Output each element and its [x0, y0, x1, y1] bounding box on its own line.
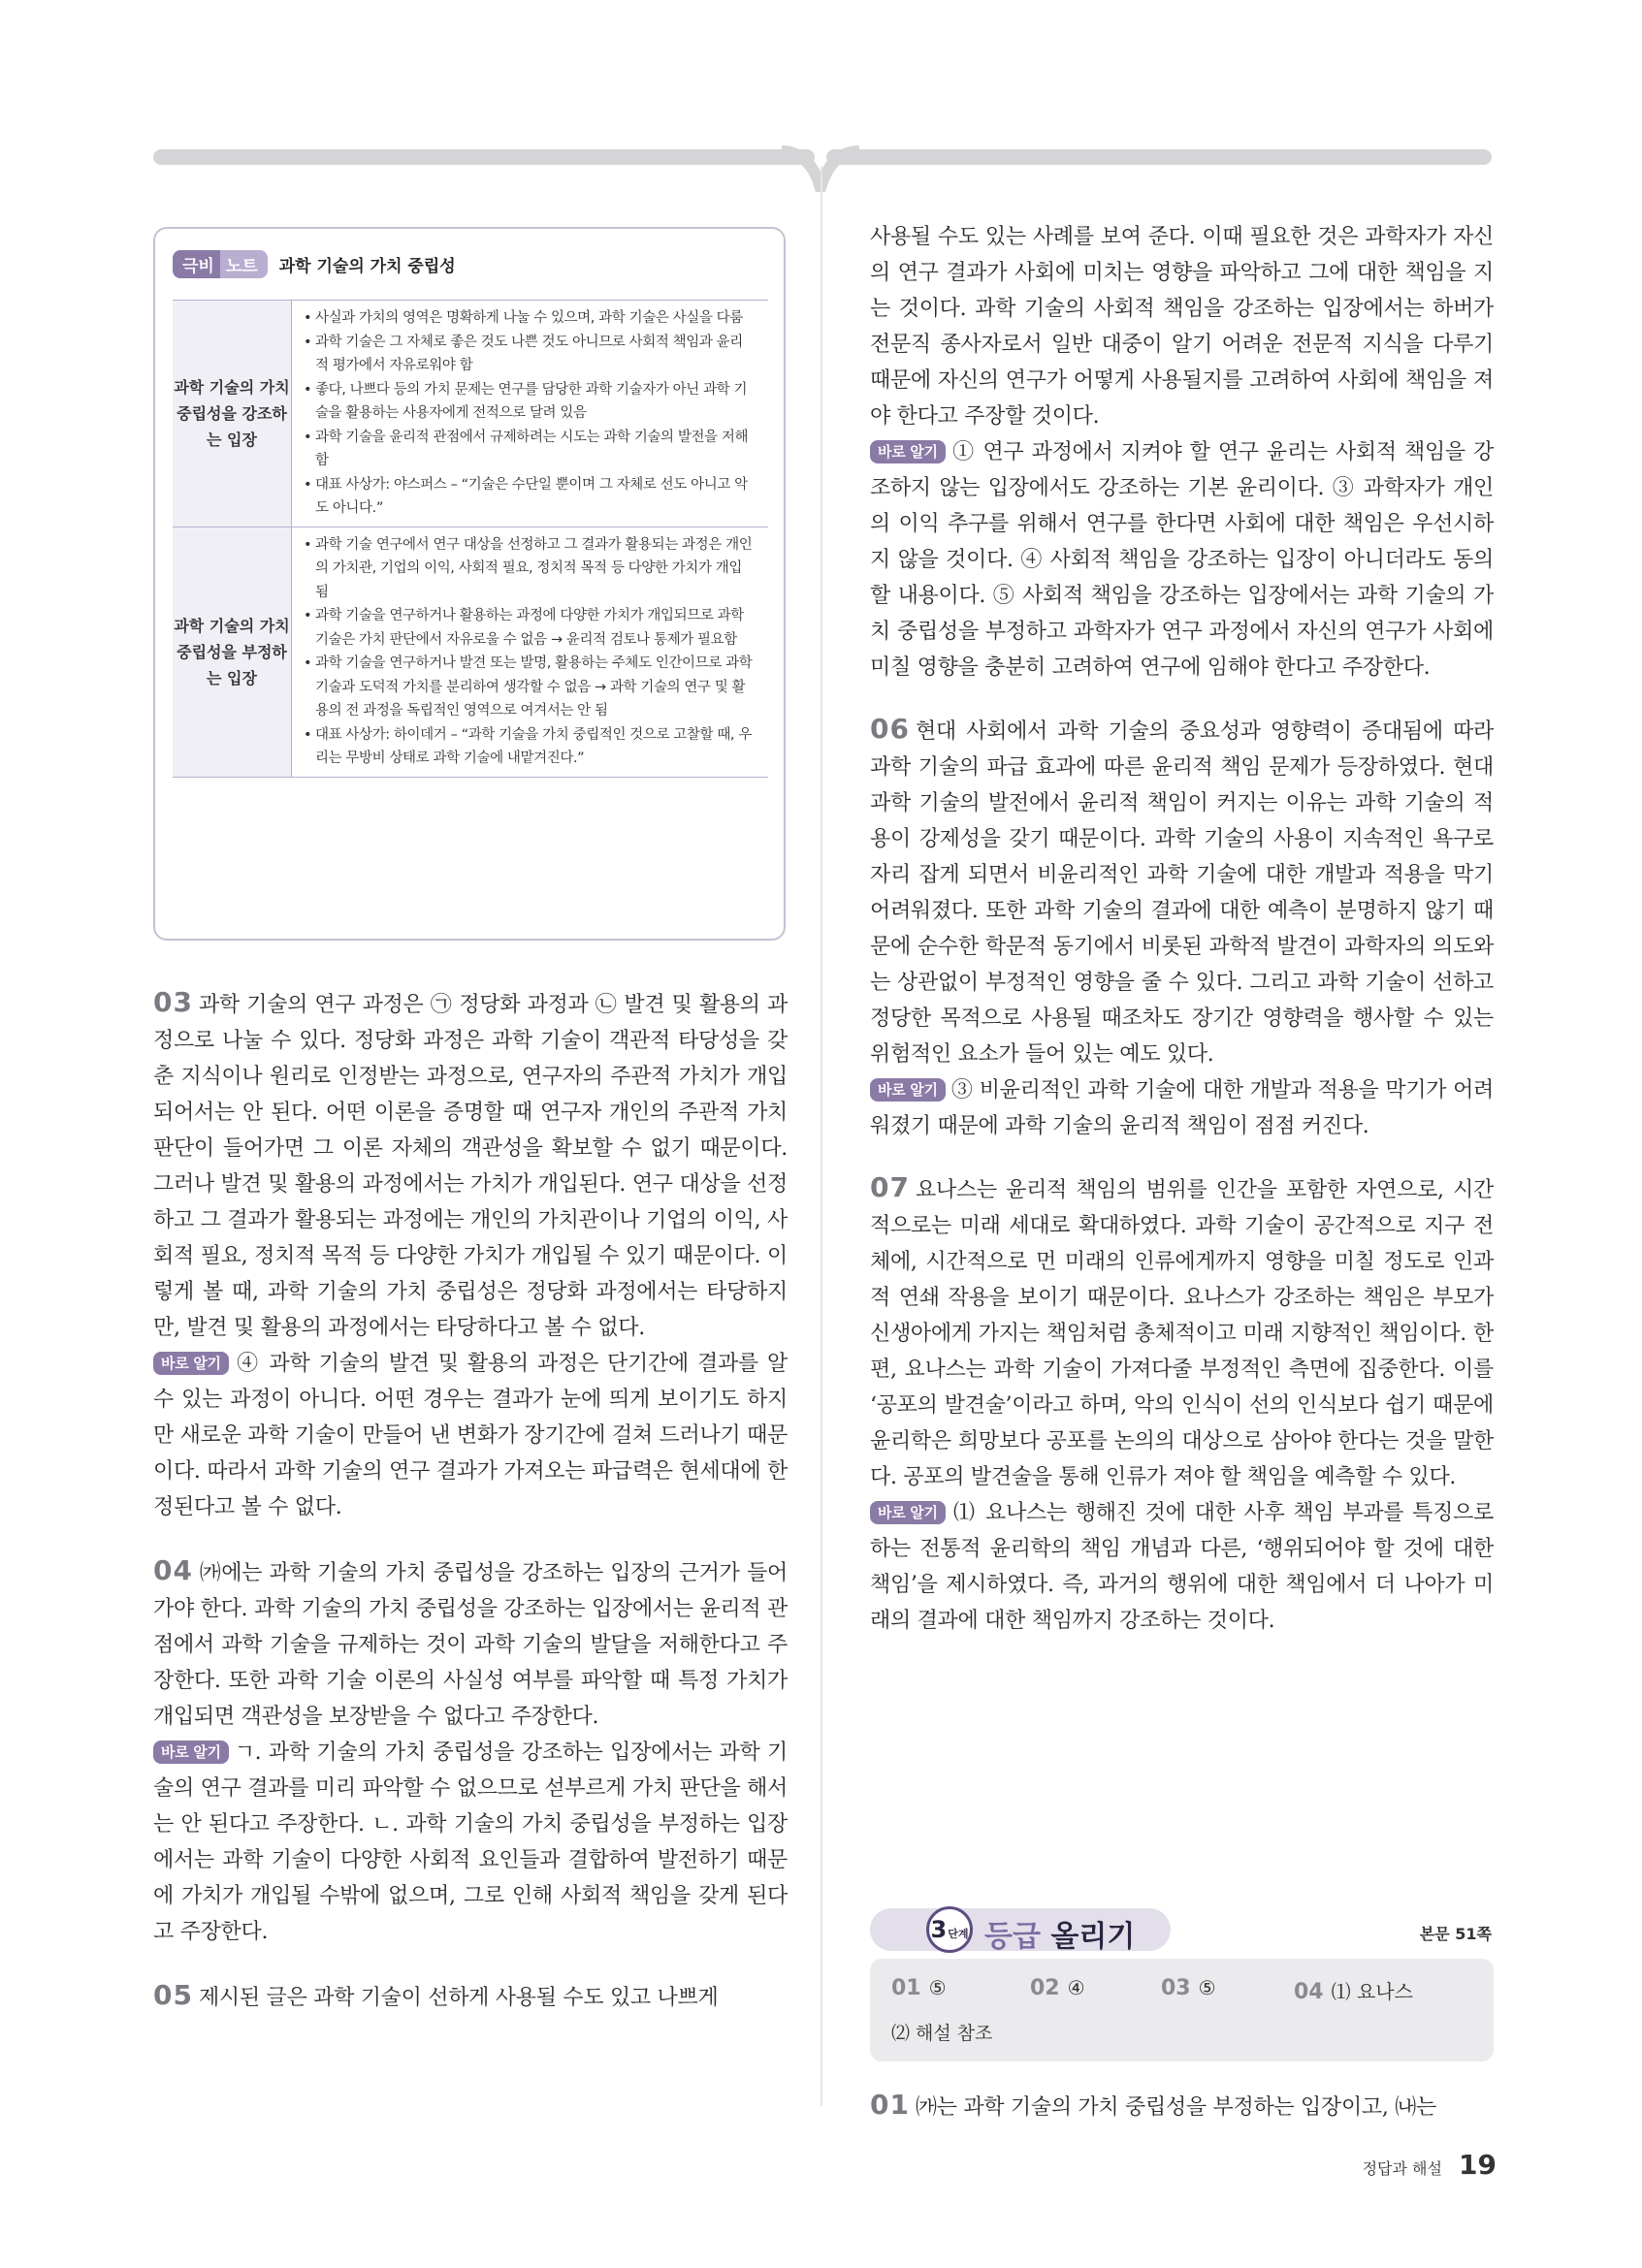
q07-text: 07 요나스는 윤리적 책임의 범위를 인간을 포함한 자연으로, 시간적으로는 미래 세대로 확대하였다. 과학 기술이 공간적으로 지구 전체에, 시간적으로 먼 미래의 인류에게까지 영향을 미칠 정도로 인과적 연쇄 작용을 보이기 때문이다. 요나스가 강조하는 책임은 부모가 신생아에게 가지는 책임처럼 총체적이고 미래 지향적인 책임이다. 한편, 요나스는 과학 기술이 가져다줄 부정적인 측면에 집중한다. 이를 ‘공포의 발견술’이라고 하며, 악의 인식이 선의 인식보다 쉽기 때문에 윤리학은 희망보다 공포를 논의의 대상으로 삼아야 한다는 것을 말한다. 공포의 발견술을 통해 인류가 져야 할 책임을 예측할 수 있다. — [870, 1171, 1494, 1489]
question-number: 04 — [153, 1554, 193, 1586]
answer-item: 03 ⑤ — [1161, 1976, 1216, 2000]
step-unit: 단계 — [948, 1928, 969, 1940]
step-title: 등급 올리기 — [984, 1920, 1136, 1954]
page-number: 19 — [1459, 2149, 1497, 2181]
note-item: • 과학 기술을 연구하거나 발견 또는 발명, 활용하는 주체도 인간이므로 과학 기술과 도덕적 가치를 분리하여 생각할 수 없음 → 과학 기술의 연구 및 활용의 전 과정을 독립적인 영역으로 여겨서는 안 됨 — [304, 652, 755, 723]
note-tag — [173, 250, 268, 278]
q04-text: 04 ㈎에는 과학 기술의 가치 중립성을 강조하는 입장의 근거가 들어가야 한다. 과학 기술의 가치 중립성을 강조하는 입장에서는 윤리적 관점에서 과학 기술을 규제하는 것이 과학 기술의 발달을 저해한다고 주장한다. 또한 과학 기술 이론의 사실성 여부를 파악할 때 특정 가치가 개입되면 객관성을 보장받을 수 없다고 주장한다. — [153, 1554, 788, 1729]
note-row-content — [292, 301, 769, 527]
note-row-header: 과학 기술의 가치 중립성을 부정하는 입장 — [173, 527, 292, 777]
explain-badge: 바로 알기 — [870, 440, 946, 463]
question-number: 07 — [870, 1171, 910, 1203]
note-row-content — [292, 527, 769, 777]
page-footer — [1363, 2149, 1497, 2181]
header-bar-left — [153, 149, 815, 165]
q01-text: 01 ㈎는 과학 기술의 가치 중립성을 부정하는 입장이고, ㈏는 — [870, 2089, 1436, 2121]
answer-box — [870, 1959, 1494, 2061]
step-header — [870, 1908, 1494, 1955]
q03-explain: 바로 알기 ④ 과학 기술의 발견 및 활용의 과정은 단기간에 결과를 알 수 있는 과정이 아니다. 어떤 경우는 결과가 눈에 띄게 보이기도 하지만 새로운 과학 기술이 만들어 낸 변화가 장기간에 걸쳐 드러나기 때문이다. 따라서 과학 기술의 연구 결과가 가져오는 파급력은 현세대에 한정된다고 볼 수 없다. — [153, 1352, 788, 1519]
note-row — [173, 527, 768, 777]
explain-badge: 바로 알기 — [870, 1078, 946, 1102]
step-badge — [926, 1906, 973, 1953]
explain-badge: 바로 알기 — [153, 1741, 229, 1764]
note-item: • 과학 기술 연구에서 연구 대상을 선정하고 그 결과가 활용되는 과정은 개인의 가치관, 기업의 이익, 사회적 필요, 정치적 목적 등 다양한 가치가 개입됨 — [304, 533, 755, 605]
explain-badge: 바로 알기 — [153, 1352, 229, 1375]
q05-continued-text: 사용될 수도 있는 사례를 보여 준다. 이때 필요한 것은 과학자가 자신의 연구 결과가 사회에 미치는 영향을 파악하고 그에 대한 책임을 지는 것이다. 과학 기술의 사회적 책임을 강조하는 입장에서는 하버가 전문직 종사자로서 일반 대중이 알기 어려운 전문적 지식을 다루기 때문에 자신의 연구가 어떻게 사용될지를 고려하여 사회에 책임을 져야 한다고 주장할 것이다. — [870, 225, 1494, 429]
answer-extra: ⑵ 해설 참조 — [891, 2023, 993, 2044]
header-bar-right — [826, 149, 1492, 165]
question-number: 06 — [870, 713, 910, 745]
note-row-header: 과학 기술의 가치 중립성을 강조하는 입장 — [173, 301, 292, 527]
right-column — [870, 219, 1494, 1639]
note-tag-b: 노트 — [220, 250, 268, 278]
q06-explain: 바로 알기 ③ 비윤리적인 과학 기술에 대한 개발과 적용을 막기가 어려워졌기 때문에 과학 기술의 윤리적 책임이 점점 커진다. — [870, 1078, 1494, 1138]
note-header — [173, 250, 456, 278]
note-table — [173, 300, 768, 778]
note-item: • 대표 사상가: 하이데거 – “과학 기술을 가치 중립적인 것으로 고찰할 때, 우리는 무방비 상태로 과학 기술에 내맡겨진다.” — [304, 723, 755, 771]
q03-text: 03 과학 기술의 연구 과정은 ㉠ 정당화 과정과 ㉡ 발견 및 활용의 과정으로 나눌 수 있다. 정당화 과정은 과학 기술이 객관적 타당성을 갖춘 지식이나 원리로 인정받는 과정으로, 연구자의 주관적 가치가 개입되어서는 안 된다. 어떤 이론을 증명할 때 연구자 개인의 주관적 가치 판단이 들어가면 그 이론 자체의 객관성을 확보할 수 없기 때문이다. 그러나 발견 및 활용의 과정에서는 가치가 개입된다. 연구 대상을 선정하고 그 결과가 활용되는 과정에는 개인의 가치관이나 기업의 이익, 사회적 필요, 정치적 목적 등 다양한 가치가 개입될 수 있기 때문이다. 이렇게 볼 때, 과학 기술의 가치 중립성은 정당화 과정에서는 타당하지만, 발견 및 활용의 과정에서는 타당하다고 볼 수 없다. — [153, 986, 788, 1340]
note-item: • 과학 기술을 윤리적 관점에서 규제하려는 시도는 과학 기술의 발전을 저해함 — [304, 426, 755, 473]
note-item: • 대표 사상가: 야스퍼스 – “기술은 수단일 뿐이며 그 자체로 선도 아니고 악도 아니다.” — [304, 473, 755, 521]
q05-explain: 바로 알기 ① 연구 과정에서 지켜야 할 연구 윤리는 사회적 책임을 강조하지 않는 입장에서도 강조하는 기본 윤리이다. ③ 과학자가 개인의 이익 추구를 위해서 연구를 한다면 사회에 대한 책임은 우선시하지 않을 것이다. ④ 사회적 책임을 강조하는 입장이 아니더라도 동의할 내용이다. ⑤ 사회적 책임을 강조하는 입장에서는 과학 기술의 가치 중립성을 부정하고 과학자가 연구 과정에서 자신의 연구가 사회에 미칠 영향을 충분히 고려하여 연구에 임해야 한다고 주장한다. — [870, 440, 1494, 680]
column-divider — [821, 167, 822, 2106]
left-column — [153, 984, 788, 2016]
explain-badge: 바로 알기 — [870, 1501, 946, 1524]
note-row — [173, 301, 768, 527]
q07-explain: 바로 알기 ⑴ 요나스는 행해진 것에 대한 사후 책임 부과를 특징으로 하는 전통적 윤리학의 책임 개념과 다른, ‘행위되어야 할 것에 대한 책임’을 제시하였다. 즉, 과거의 행위에 대한 책임에서 더 나아가 미래의 결과에 대한 책임까지 강조하는 것이다. — [870, 1501, 1494, 1633]
q05-text: 05 제시된 글은 과학 기술이 선하게 사용될 수도 있고 나쁘게 — [153, 1979, 719, 2011]
q04-explain: 바로 알기 ㄱ. 과학 기술의 가치 중립성을 강조하는 입장에서는 과학 기술의 연구 결과를 미리 파악할 수 없으므로 섣부르게 가치 판단을 해서는 안 된다고 주장한다. ㄴ. 과학 기술의 가치 중립성을 부정하는 입장에서는 과학 기술이 다양한 사회적 요인들과 결합하여 발전하기 때문에 가치가 개입될 수밖에 없으며, 그로 인해 사회적 책임을 갖게 된다고 주장한다. — [153, 1741, 788, 1944]
page-reference: 본문 51쪽 — [1419, 1925, 1492, 1943]
note-box — [153, 227, 786, 941]
note-item: • 좋다, 나쁘다 등의 가치 문제는 연구를 담당한 과학 기술자가 아닌 과학 기술을 활용하는 사용자에게 전적으로 달려 있음 — [304, 378, 755, 426]
answer-item: 02 ④ — [1030, 1976, 1085, 2000]
note-tag-a: 극비 — [173, 250, 220, 278]
right-column-bottom — [870, 2087, 1494, 2125]
question-number: 03 — [153, 986, 193, 1018]
note-item: • 사실과 가치의 영역은 명확하게 나눌 수 있으며, 과학 기술은 사실을 다룸 — [304, 306, 755, 331]
step-number: 3 — [930, 1916, 948, 1943]
footer-label: 정답과 해설 — [1362, 2159, 1442, 2178]
note-title: 과학 기술의 가치 중립성 — [278, 257, 456, 276]
q06-text: 06 현대 사회에서 과학 기술의 중요성과 영향력이 증대됨에 따라 과학 기술의 파급 효과에 따른 윤리적 책임 문제가 등장하였다. 현대 과학 기술의 발전에서 윤리적 책임이 커지는 이유는 과학 기술의 적용이 강제성을 갖기 때문이다. 과학 기술의 사용이 지속적인 욕구로 자리 잡게 되면서 비윤리적인 과학 기술에 대한 개발과 적용을 막기 어려워졌다. 또한 과학 기술의 결과에 대한 예측이 분명하지 않기 때문에 순수한 학문적 동기에서 비롯된 과학적 발견이 과학자의 의도와는 상관없이 부정적인 영향을 줄 수 있다. 그리고 과학 기술이 선하고 정당한 목적으로 사용될 때조차도 장기간 영향력을 행사할 수 있는 위험적인 요소가 들어 있는 예도 있다. — [870, 713, 1494, 1067]
note-item: • 과학 기술을 연구하거나 활용하는 과정에 다양한 가치가 개입되므로 과학 기술은 가치 판단에서 자유로울 수 없음 → 윤리적 검토나 통제가 필요함 — [304, 604, 755, 652]
answer-item: 01 ⑤ — [891, 1976, 947, 2000]
note-item: • 과학 기술은 그 자체로 좋은 것도 나쁜 것도 아니므로 사회적 책임과 윤리적 평가에서 자유로워야 함 — [304, 331, 755, 378]
question-number: 01 — [870, 2089, 910, 2121]
answer-item: 04 ⑴ 요나스 — [1294, 1980, 1413, 2004]
question-number: 05 — [153, 1979, 193, 2011]
